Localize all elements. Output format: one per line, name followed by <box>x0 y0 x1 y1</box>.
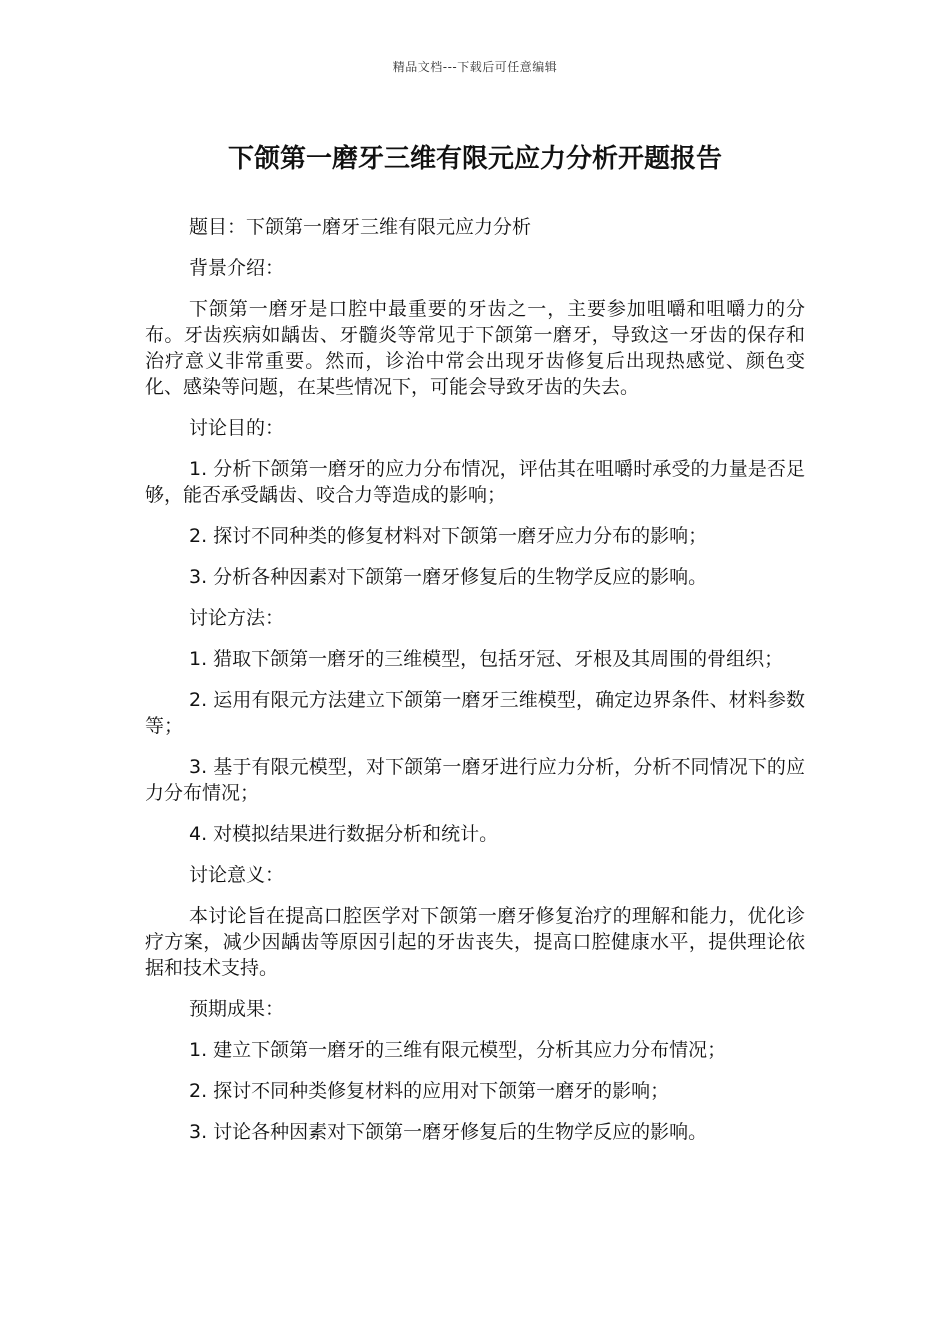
background-paragraph: 下颌第一磨牙是口腔中最重要的牙齿之一，主要参加咀嚼和咀嚼力的分布。牙齿疾病如龋齿、牙髓炎等常见于下颌第一磨牙，导致这一牙齿的保存和治疗意义非常重要。然而，诊治中常会出现牙齿修复后出现热感觉、颜色变化、感染等问题，在某些情况下，可能会导致牙齿的失去。 <box>145 298 805 398</box>
outcome-item: 2. 探讨不同种类修复材料的应用对下颌第一磨牙的影响； <box>189 1080 670 1102</box>
background-heading: 背景介绍： <box>189 257 285 279</box>
document-body <box>145 214 805 1160</box>
purpose-item: 1. 分析下颌第一磨牙的应力分布情况，评估其在咀嚼时承受的力量是否足够，能否承受龋齿、咬合力等造成的影响； <box>145 458 805 506</box>
method-item: 3. 基于有限元模型，对下颌第一磨牙进行应力分析，分析不同情况下的应力分布情况； <box>145 756 805 804</box>
outcome-item: 1. 建立下颌第一磨牙的三维有限元模型，分析其应力分布情况； <box>189 1039 727 1061</box>
outcomes-heading: 预期成果： <box>189 998 285 1020</box>
header-note: 精品文档---下载后可任意编辑 <box>392 60 558 74</box>
method-heading: 讨论方法： <box>189 607 285 629</box>
method-item: 4. 对模拟结果进行数据分析和统计。 <box>189 823 499 845</box>
significance-heading: 讨论意义： <box>189 864 285 886</box>
outcome-item: 3. 讨论各种因素对下颌第一磨牙修复后的生物学反应的影响。 <box>189 1121 708 1143</box>
method-item: 2. 运用有限元方法建立下颌第一磨牙三维模型，确定边界条件、材料参数等； <box>145 689 805 737</box>
purpose-heading: 讨论目的： <box>189 417 285 439</box>
document-title: 下颌第一磨牙三维有限元应力分析开题报告 <box>227 144 722 174</box>
significance-paragraph: 本讨论旨在提高口腔医学对下颌第一磨牙修复治疗的理解和能力，优化诊疗方案，减少因龋齿等原因引起的牙齿丧失，提高口腔健康水平，提供理论依据和技术支持。 <box>145 905 805 979</box>
purpose-item: 3. 分析各种因素对下颌第一磨牙修复后的生物学反应的影响。 <box>189 566 708 588</box>
purpose-item: 2. 探讨不同种类的修复材料对下颌第一磨牙应力分布的影响； <box>189 525 708 547</box>
method-item: 1. 猎取下颌第一磨牙的三维模型，包括牙冠、牙根及其周围的骨组织； <box>189 648 784 670</box>
topic-line: 题目：下颌第一磨牙三维有限元应力分析 <box>189 216 532 238</box>
